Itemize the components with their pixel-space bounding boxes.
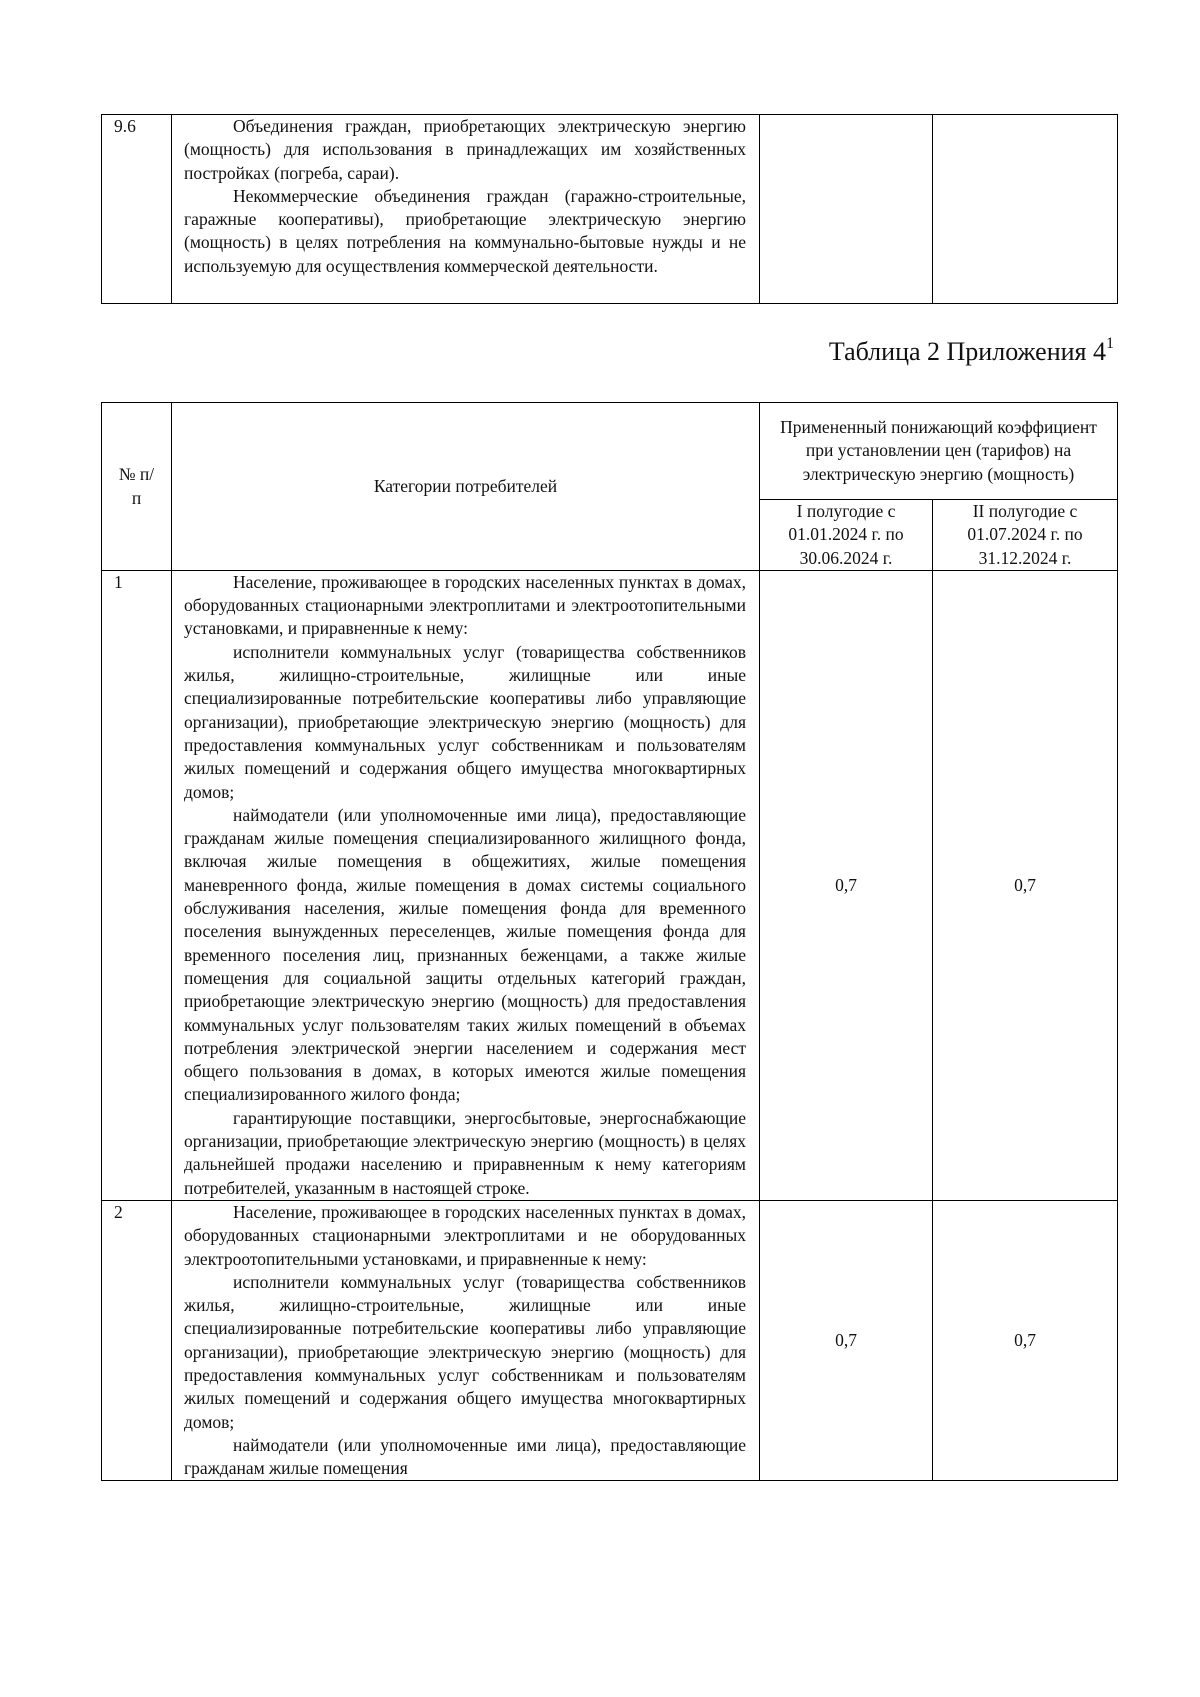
continuation-table xyxy=(101,114,1118,304)
header-row xyxy=(102,403,1118,500)
coef-h1-cell: 0,7 xyxy=(760,570,933,1200)
row-number: 9.6 xyxy=(102,115,172,304)
table-caption xyxy=(829,337,1114,367)
table-row xyxy=(102,570,1118,1200)
header-category: Категории потребителей xyxy=(172,403,760,571)
category-paragraph: Объединения граждан, приобретающих электрическую энергию (мощность) для использования в принадлежащих им хозяйственных постройках (погреба, сараи). xyxy=(184,116,746,183)
category-paragraph: исполнители коммунальных услуг (товарищества собственников жилья, жилищно-строительные, жилищные или иные специализированные потребительские кооперативы либо управляющие организации), приобретающие электрическую энергию (мощность) для предоставления коммунальных услуг собственникам и пользователям жилых помещений и содержания общего имущества многоквартирных домов; xyxy=(184,641,746,802)
category-paragraph: гарантирующие поставщики, энергосбытовые, энергоснабжающие организации, приобретающие электрическую энергию (мощность) в целях дальнейшей продажи населению и приравненным к нему категориям потребителей, указанным в настоящей строке. xyxy=(184,1107,746,1198)
caption-text: Таблица 2 Приложения 4 xyxy=(828,337,1106,366)
header-half-2: II полугодие с 01.07.2024 г. по 31.12.2024 г. xyxy=(933,500,1118,571)
header-num-text: № п/п xyxy=(118,464,155,509)
coef-h2-cell xyxy=(933,115,1118,304)
coef-h1-cell xyxy=(760,115,933,304)
coef-h2-cell: 0,7 xyxy=(933,1200,1118,1481)
header-coefficient: Примененный понижающий коэффициент при установлении цен (тарифов) на электрическую энергию (мощность) xyxy=(760,403,1118,500)
table-row xyxy=(102,1200,1118,1481)
category-paragraph: Население, проживающее в городских населенных пунктах в домах, оборудованных стационарными электроплитами и не оборудованных электроотопительными установками, и приравненные к нему: xyxy=(184,1201,746,1269)
coefficients-table xyxy=(101,402,1118,1481)
category-paragraph: Некоммерческие объединения граждан (гаражно-строительные, гаражные кооперативы), приобретающие электрическую энергию (мощность) в целях потребления на коммунально-бытовые нужды и не используемую для осуществления коммерческой деятельности. xyxy=(184,185,746,276)
row-number: 1 xyxy=(102,570,172,1200)
row-number: 2 xyxy=(102,1200,172,1481)
header-half-1: I полугодие с 01.01.2024 г. по 30.06.2024 г. xyxy=(760,500,933,571)
caption-superscript: 1 xyxy=(1106,335,1114,352)
category-cell xyxy=(172,570,760,1200)
category-paragraph: наймодатели (или уполномоченные ими лица), предоставляющие гражданам жилые помещения специализированного жилищного фонда, включая жилые помещения в общежитиях, жилые помещения маневренного фонда, жилые помещения в домах системы социального обслуживания населения, жилые помещения фонда для временного поселения вынужденных переселенцев, жилые помещения фонда для временного поселения лиц, признанных беженцами, а также жилые помещения для социальной защиты отдельных категорий граждан, приобретающие электрическую энергию (мощность) для предоставления коммунальных услуг пользователям таких жилых помещений в объемах потребления электрической энергии населением и содержания мест общего пользования в домах, в которых имеются жилые помещения специализированного жилого фонда; xyxy=(184,804,746,1105)
header-num xyxy=(102,403,172,571)
coef-h2-cell: 0,7 xyxy=(933,570,1118,1200)
category-cell xyxy=(172,115,760,304)
category-paragraph: исполнители коммунальных услуг (товарищества собственников жилья, жилищно-строительные, жилищные или иные специализированные потребительские кооперативы либо управляющие организации), приобретающие электрическую энергию (мощность) для предоставления коммунальных услуг собственникам и пользователям жилых помещений и содержания общего имущества многоквартирных домов; xyxy=(184,1271,746,1432)
coef-h1-cell: 0,7 xyxy=(760,1200,933,1481)
table-row xyxy=(102,115,1118,304)
category-paragraph: Население, проживающее в городских населенных пунктах в домах, оборудованных стационарными электроплитами и электроотопительными установками, и приравненные к нему: xyxy=(184,571,746,639)
category-paragraph: наймодатели (или уполномоченные ими лица), предоставляющие гражданам жилые помещения xyxy=(184,1434,746,1479)
category-cell xyxy=(172,1200,760,1481)
